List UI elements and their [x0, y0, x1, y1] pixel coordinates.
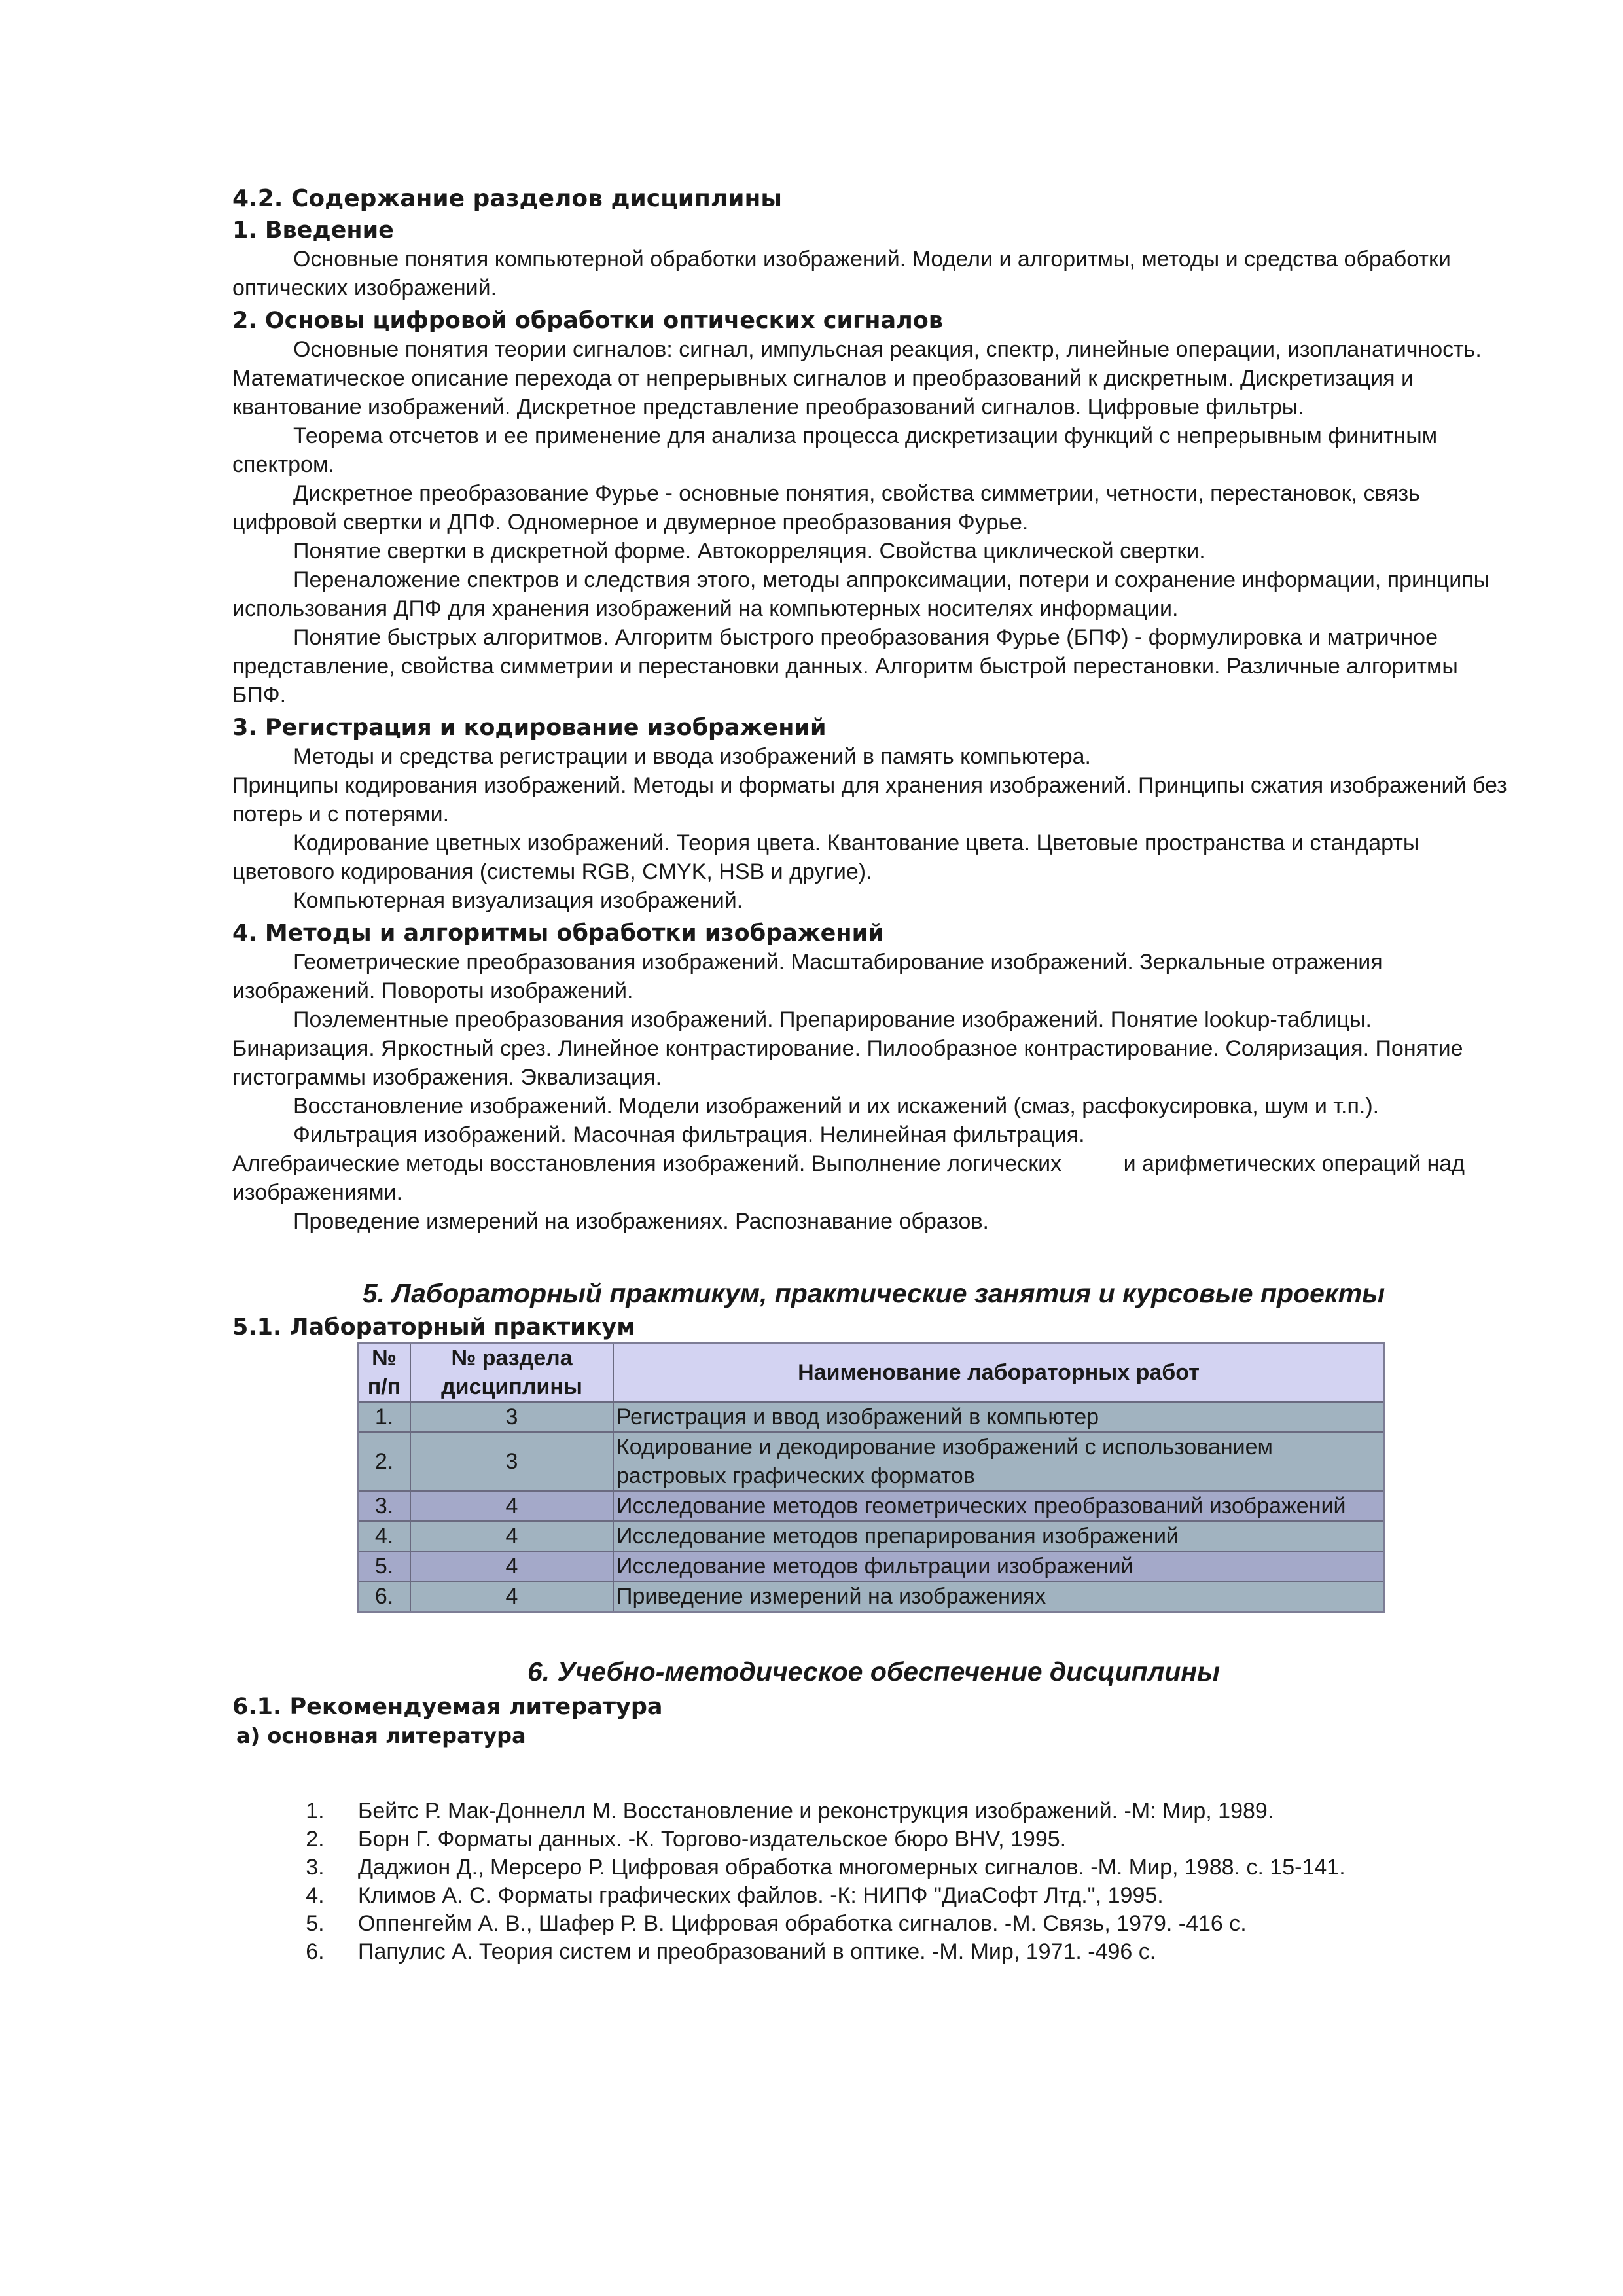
section-6-title: 6. Учебно-методическое обеспечение дисциплины [527, 1657, 1221, 1687]
paragraph: Методы и средства регистрации и ввода изображений в память компьютера. [293, 744, 1091, 769]
literature-subheading: а) основная литература [236, 1723, 526, 1748]
paragraph: Алгебраические методы восстановления изображений. Выполнение логических и арифметических операций над изображениями. [232, 1151, 1471, 1205]
table-row [358, 1581, 1385, 1612]
paragraph: Восстановление изображений. Модели изображений и их искажений (смаз, расфокусировка, шум и т.п.). [293, 1094, 1380, 1119]
paragraph: Поэлементные преобразования изображений. Препарирование изображений. Понятие lookup-таблицы. Бинаризация. Яркостный срез. Линейное контрастирование. Пилообразное контрастирование. Соляризация. Понятие гистограммы изображения. Эквализация. [232, 1007, 1463, 1090]
list-item: 6. Папулис А. Теория систем и преобразований в оптике. -М. Мир, 1971. -496 с. [330, 1938, 1515, 1966]
section-4-2-title: 4.2. Содержание разделов дисциплины [232, 185, 782, 212]
header-lab-name: Наименование лабораторных работ [613, 1343, 1385, 1403]
section-4-title: 4. Методы и алгоритмы обработки изображений [232, 920, 884, 946]
paragraph: Фильтрация изображений. Масочная фильтрация. Нелинейная фильтрация. [293, 1122, 1085, 1147]
list-item: 1. Бейтс Р. Мак-Доннелл М. Восстановление и реконструкция изображений. -М: Мир, 1989. [330, 1797, 1515, 1825]
table-cell: 4 [410, 1491, 613, 1521]
table-cell: Кодирование и декодирование изображений с использованием растровых графических форматов [613, 1432, 1385, 1491]
list-item: 2. Борн Г. Форматы данных. -К. Торгово-издательское бюро BHV, 1995. [330, 1825, 1515, 1854]
section-1-title: 1. Введение [232, 217, 394, 243]
paragraph: Кодирование цветных изображений. Теория цвета. Квантование цвета. Цветовые пространства и стандарты цветового кодирования (системы RGB, CMYK, HSB и другие). [232, 831, 1419, 884]
literature-list [232, 1797, 1515, 1966]
table-cell: Приведение измерений на изображениях [613, 1581, 1385, 1612]
table-row [358, 1551, 1385, 1581]
table-cell: 2. [358, 1432, 411, 1491]
table-cell: 3 [410, 1432, 613, 1491]
section-6-1-title: 6.1. Рекомендуемая литература [232, 1694, 663, 1720]
table-cell: 6. [358, 1581, 411, 1612]
paragraph: Дискретное преобразование Фурье - основные понятия, свойства симметрии, четности, перестановок, связь цифровой свертки и ДПФ. Одномерное и двумерное преобразования Фурье. [232, 481, 1420, 535]
paragraph: Основные понятия компьютерной обработки изображений. Модели и алгоритмы, методы и средства обработки оптических изображений. [232, 247, 1451, 300]
table-cell: 4 [410, 1521, 613, 1551]
paragraph: Понятие быстрых алгоритмов. Алгоритм быстрого преобразования Фурье (БПФ) - формулировка и матричное представление, свойства симметрии и перестановки данных. Алгоритм быстрой перестановки. Различные алгоритмы БПФ. [232, 625, 1458, 708]
table-cell: 1. [358, 1402, 411, 1432]
section-3-title: 3. Регистрация и кодирование изображений [232, 715, 827, 741]
table-cell: Исследование методов геометрических преобразований изображений [613, 1491, 1385, 1521]
table-cell: 5. [358, 1551, 411, 1581]
table-header-row [358, 1343, 1385, 1403]
paragraph: Компьютерная визуализация изображений. [293, 888, 743, 913]
paragraph: Понятие свертки в дискретной форме. Автокорреляция. Свойства циклической свертки. [293, 539, 1205, 564]
table-cell: Исследование методов фильтрации изображений [613, 1551, 1385, 1581]
section-5-1-title: 5.1. Лабораторный практикум [232, 1314, 635, 1340]
table-row [358, 1491, 1385, 1521]
table-cell: 4 [410, 1551, 613, 1581]
list-item: 5. Оппенгейм А. В., Шафер Р. В. Цифровая обработка сигналов. -М. Связь, 1979. -416 с. [330, 1910, 1515, 1938]
paragraph: Проведение измерений на изображениях. Распознавание образов. [293, 1209, 989, 1234]
table-cell: 4. [358, 1521, 411, 1551]
paragraph: Теорема отсчетов и ее применение для анализа процесса дискретизации функций с непрерывным финитным спектром. [232, 423, 1438, 477]
header-number: № п/п [358, 1343, 411, 1403]
table-cell: 3 [410, 1402, 613, 1432]
table-cell: Исследование методов препарирования изображений [613, 1521, 1385, 1551]
list-item: 4. Климов А. С. Форматы графических файлов. -К: НИПФ "ДиаСофт Лтд.", 1995. [330, 1882, 1515, 1910]
table-cell: Регистрация и ввод изображений в компьютер [613, 1402, 1385, 1432]
table-row [358, 1402, 1385, 1432]
table-cell: 3. [358, 1491, 411, 1521]
table-row [358, 1432, 1385, 1491]
section-5-title: 5. Лабораторный практикум, практические занятия и курсовые проекты [362, 1278, 1385, 1308]
table-row [358, 1521, 1385, 1551]
paragraph: Принципы кодирования изображений. Методы и форматы для хранения изображений. Принципы сжатия изображений без потерь и с потерями. [232, 773, 1507, 827]
paragraph: Основные понятия теории сигналов: сигнал, импульсная реакция, спектр, линейные операции, изопланатичность. [293, 337, 1482, 362]
section-2-title: 2. Основы цифровой обработки оптических сигналов [232, 308, 943, 334]
paragraph: Геометрические преобразования изображений. Масштабирование изображений. Зеркальные отражения изображений. Повороты изображений. [232, 950, 1383, 1003]
document-page [232, 185, 1515, 1966]
lab-works-table [357, 1342, 1385, 1613]
paragraph: Математическое описание перехода от непрерывных сигналов и преобразований к дискретным. Дискретизация и квантование изображений. Дискретное представление преобразований сигналов. Цифровые фильтры. [232, 366, 1414, 420]
list-item: 3. Даджион Д., Мерсеро Р. Цифровая обработка многомерных сигналов. -М. Мир, 1988. с. 15-141. [330, 1854, 1515, 1882]
paragraph: Переналожение спектров и следствия этого, методы аппроксимации, потери и сохранение информации, принципы использования ДПФ для хранения изображений на компьютерных носителях информации. [232, 567, 1490, 621]
header-section-number: № раздела дисциплины [410, 1343, 613, 1403]
table-cell: 4 [410, 1581, 613, 1612]
